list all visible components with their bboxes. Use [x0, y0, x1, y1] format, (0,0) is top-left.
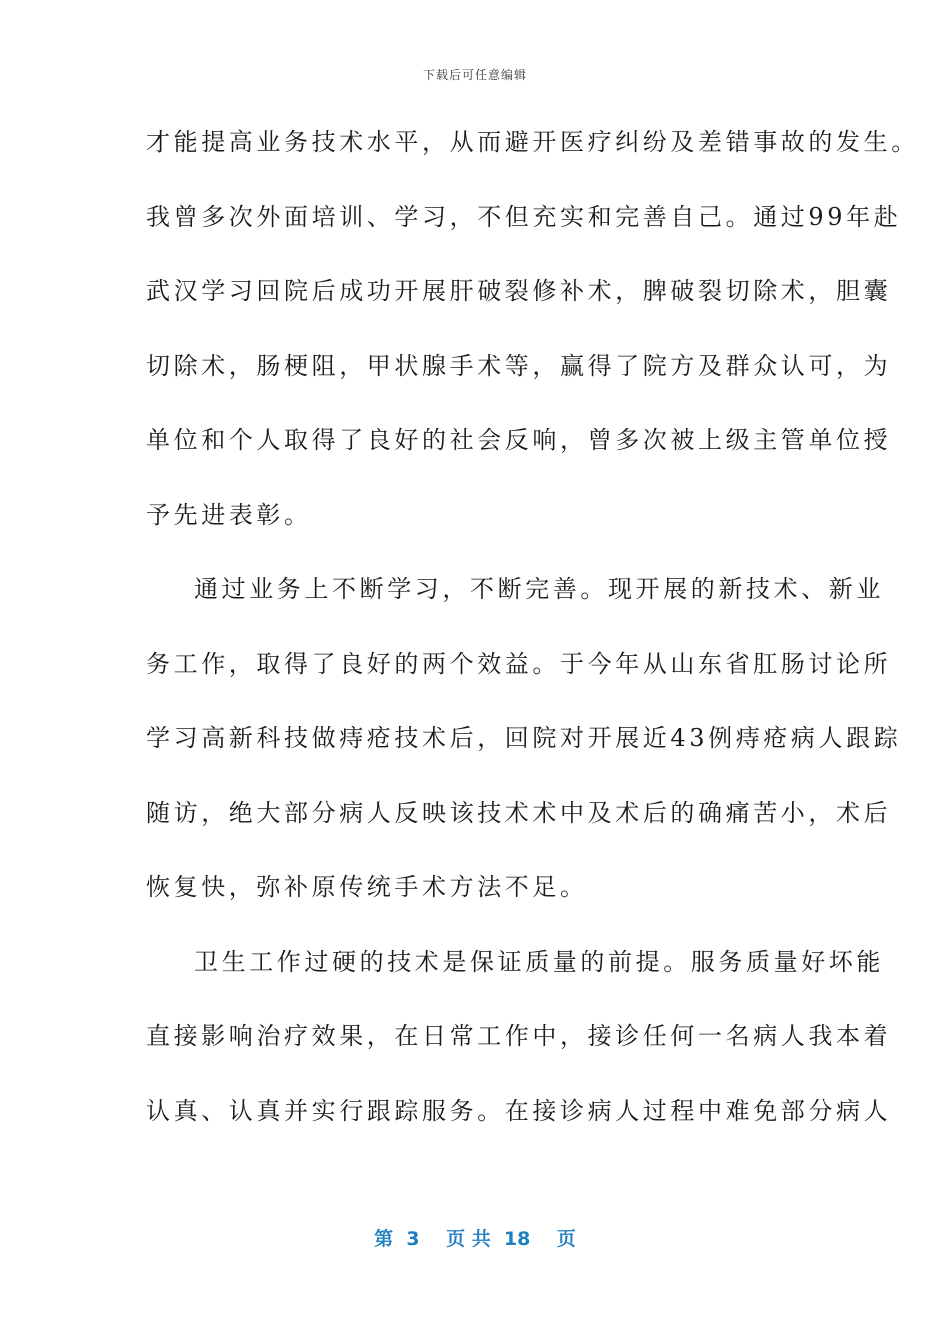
text-line: 直接影响治疗效果，在日常工作中，接诊任何一名病人我本着 — [146, 1022, 892, 1050]
text-line: 我曾多次外面培训、学习，不但充实和完善自己。通过99年赴 — [146, 202, 902, 231]
text-line: 切除术，肠梗阻，甲状腺手术等，赢得了院方及群众认可，为 — [146, 351, 892, 380]
page-number-footer: 第 3 页 共 18 页 — [374, 1228, 576, 1250]
document-body — [146, 112, 919, 1155]
text-line: 恢复快，弥补原传统手术方法不足。 — [146, 873, 588, 901]
text-line: 予先进表彰。 — [146, 500, 312, 529]
text-line: 单位和个人取得了良好的社会反响，曾多次被上级主管单位授 — [146, 426, 892, 454]
paragraph-first-line: 卫生工作过硬的技术是保证质量的前提。服务质量好坏能 — [194, 947, 884, 976]
text-line: 随访，绝大部分病人反映该技术术中及术后的确痛苦小，术后 — [146, 798, 892, 827]
header-note: 下载后可任意编辑 — [422, 68, 527, 82]
text-line: 学习高新科技做痔疮技术后，回院对开展近43例痔疮病人跟踪 — [146, 724, 902, 752]
text-line: 认真、认真并实行跟踪服务。在接诊病人过程中难免部分病人 — [146, 1096, 892, 1125]
text-line: 武汉学习回院后成功开展肝破裂修补术，脾破裂切除术，胆囊 — [146, 277, 892, 305]
paragraph-first-line: 通过业务上不断学习，不断完善。现开展的新技术、新业 — [194, 575, 884, 603]
text-line: 才能提高业务技术水平，从而避开医疗纠纷及差错事故的发生。 — [146, 128, 919, 156]
text-line: 务工作，取得了良好的两个效益。于今年从山东省肛肠讨论所 — [146, 649, 892, 678]
